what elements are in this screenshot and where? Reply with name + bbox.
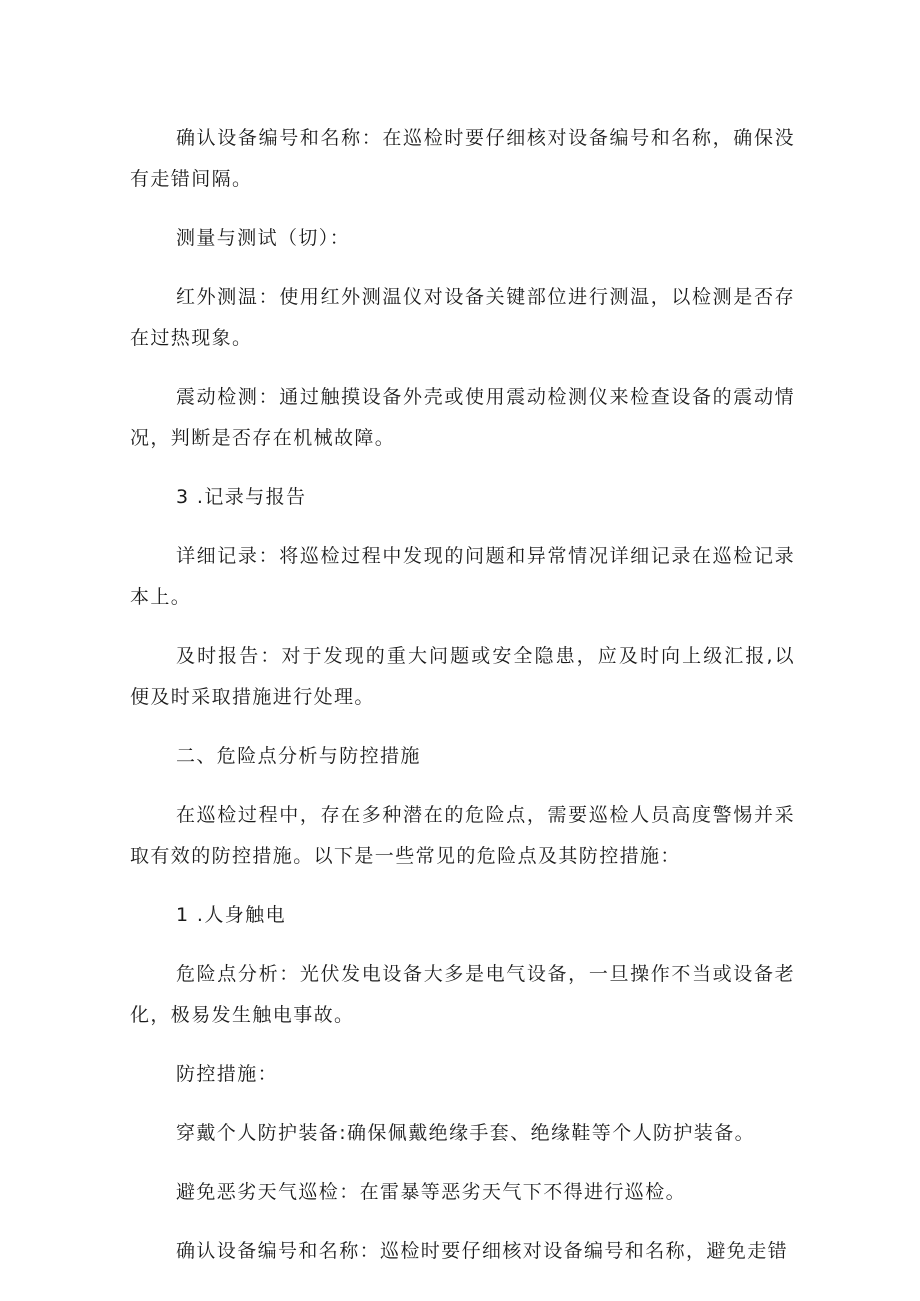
paragraph-hazard-point-analysis: 危险点分析：光伏发电设备大多是电气设备，一旦操作不当或设备老化，极易发生触电事故。: [130, 963, 795, 1026]
paragraph-detailed-record: 详细记录：将巡检过程中发现的问题和异常情况详细记录在巡检记录本上。: [130, 545, 795, 608]
paragraph-protective-equipment: 穿戴个人防护装备:确保佩戴绝缘手套、绝缘鞋等个人防护装备。: [176, 1122, 756, 1144]
paragraph-avoid-bad-weather: 避免恶劣天气巡检：在雷暴等恶劣天气下不得进行巡检。: [176, 1181, 687, 1203]
section-heading-hazard-analysis: 二、危险点分析与防控措施: [176, 745, 421, 767]
paragraph-confirm-device-again: 确认设备编号和名称：巡检时要仔细核对设备编号和名称，避免走错: [176, 1240, 789, 1262]
paragraph-timely-report: 及时报告：对于发现的重大问题或安全隐患，应及时向上级汇报,以便及时采取措施进行处理。: [130, 645, 795, 708]
paragraph-measure-test-heading: 测量与测试（切）：: [176, 227, 351, 249]
document-body: [130, 118, 795, 1290]
section-heading-electric-shock: 1 .人身触电: [176, 904, 286, 926]
section-heading-record-report: 3 .记录与报告: [176, 486, 307, 508]
paragraph-infrared-temp: 红外测温：使用红外测温仪对设备关键部位进行测温，以检测是否存在过热现象。: [130, 286, 795, 349]
paragraph-hazard-intro: 在巡检过程中，存在多种潜在的危险点，需要巡检人员高度警惕并采取有效的防控措施。以下是一些常见的危险点及其防控措施：: [130, 804, 795, 867]
paragraph-confirm-device: 确认设备编号和名称：在巡检时要仔细核对设备编号和名称，确保没有走错间隔。: [130, 127, 795, 190]
paragraph-control-measures-heading: 防控措施：: [176, 1063, 279, 1085]
paragraph-vibration-check: 震动检测：通过触摸设备外壳或使用震动检测仪来检查设备的震动情况，判断是否存在机械故障。: [130, 386, 795, 449]
